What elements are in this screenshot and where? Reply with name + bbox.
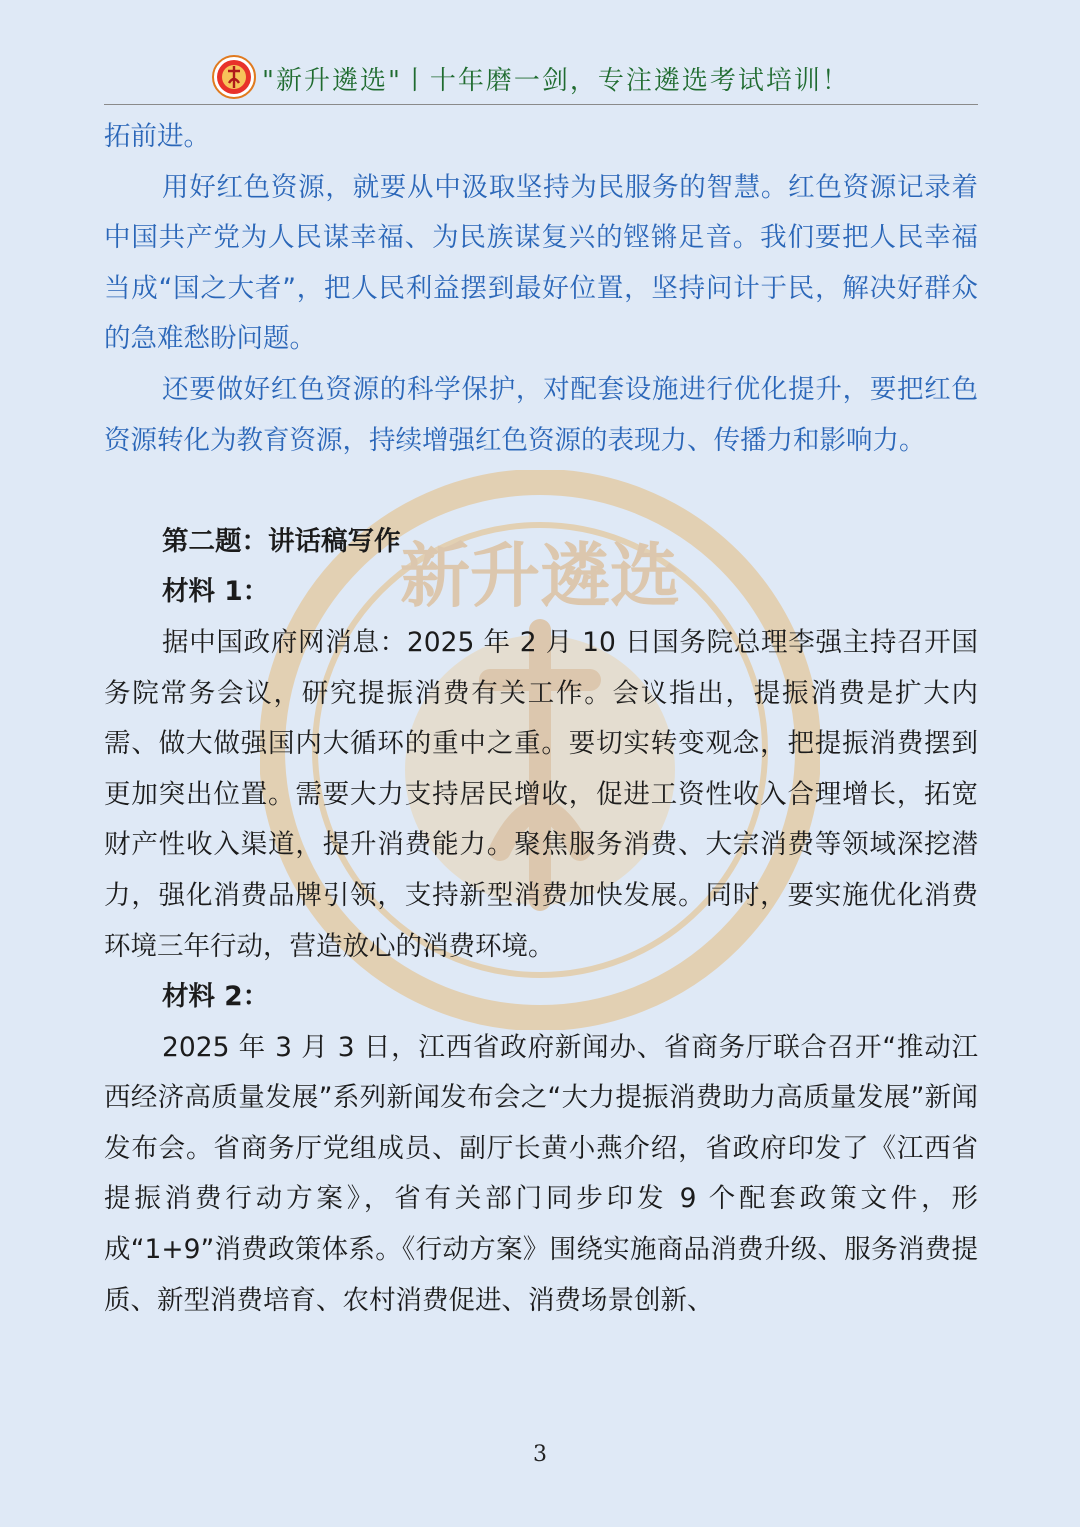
material-1-text: 据中国政府网消息：2025 年 2 月 10 日国务院总理李强主持召开国务院常务会议，研究提振消费有关工作。会议指出，提振消费是扩大内需、做大做强国内大循环的重中之重。要切实转变观念，把提振消费摆到更加突出位置。需要大力支持居民增收，促进工资性收入合理增长，拓宽财产性收入渠道，提升消费能力。聚焦服务消费、大宗消费等领域深挖潜力，强化消费品牌引领，支持新型消费加快发展。同时，要实施优化消费环境三年行动，营造放心的消费环境。 <box>104 626 978 962</box>
school-seal-logo-icon <box>212 55 256 99</box>
page-header <box>104 52 978 105</box>
document-body <box>104 112 978 1326</box>
watermark-text: 新升遴选 <box>400 534 680 617</box>
blank-line <box>104 466 978 517</box>
material-1-label: 材料 1： <box>162 576 270 608</box>
paragraph-continuation: 拓前进。 <box>104 121 210 152</box>
material-2-text: 2025 年 3 月 3 日，江西省政府新闻办、省商务厅联合召开“推动江西经济高质量发展”系列新闻发布会之“大力提振消费助力高质量发展”新闻发布会。省商务厅党组成员、副厅长黄小燕介绍，省政府印发了《江西省提振消费行动方案》，省有关部门同步印发 9 个配套政策文件，形成“1+9”消费政策体系。《行动方案》围绕实施商品消费升级、服务消费提质、新型消费培育、农村消费促进、消费场景创新、 <box>104 1031 978 1316</box>
paragraph-red-resources-protection: 还要做好红色资源的科学保护，对配套设施进行优化提升，要把红色资源转化为教育资源，持续增强红色资源的表现力、传播力和影响力。 <box>104 373 978 456</box>
section-heading: 第二题：讲话稿写作 <box>162 525 401 557</box>
header-slogan: "新升遴选"丨十年磨一剑，专注遴选考试培训！ <box>262 66 850 96</box>
page-number: 3 <box>533 1442 547 1467</box>
material-2-label: 材料 2： <box>162 981 270 1013</box>
paragraph-red-resources-service: 用好红色资源，就要从中汲取坚持为民服务的智慧。红色资源记录着中国共产党为人民谋幸福、为民族谋复兴的铿锵足音。我们要把人民幸福当成“国之大者”，把人民利益摆到最好位置，坚持问计于民，解决好群众的急难愁盼问题。 <box>104 171 978 355</box>
